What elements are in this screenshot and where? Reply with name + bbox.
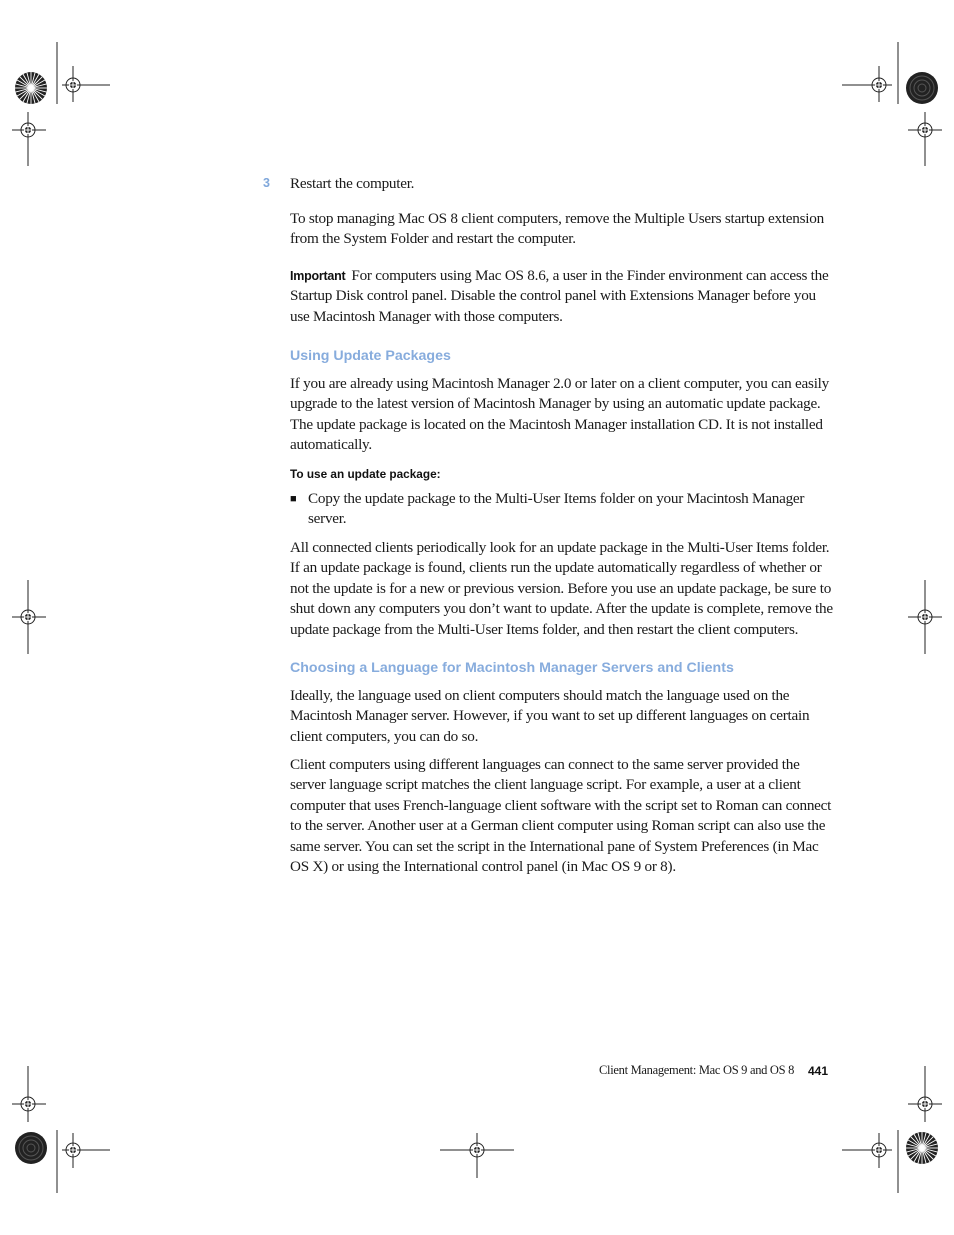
- footer-chapter-title: Client Management: Mac OS 9 and OS 8: [599, 1063, 795, 1077]
- step-number: 3: [263, 176, 270, 190]
- important-text: For computers using Mac OS 8.6, a user in the Finder environment can access the Startup Disk control panel. Disable the control panel with Extensions Manager before you use Macintosh Manager with those computers.: [290, 267, 829, 325]
- step-text: Restart the computer.: [290, 175, 415, 192]
- bullet-square-icon: ■: [290, 493, 297, 505]
- stop-managing-paragraph: To stop managing Mac OS 8 client computers, remove the Multiple Users startup extension from the System Folder and restart the computer.: [290, 210, 824, 248]
- section-heading-language: Choosing a Language for Macintosh Manager Servers and Clients: [290, 660, 734, 676]
- language-paragraph-1: Ideally, the language used on client computers should match the language used on the Macintosh Manager server. However, if you want to set up different languages on certain client computers, you can do so.: [290, 687, 810, 745]
- important-label: Important: [290, 269, 346, 283]
- language-paragraph-2: Client computers using different languages can connect to the same server provided the server language script matches the client language script. For example, a user at a client computer that uses French-language client software with the script set to Roman can connect to the server. Another user at a German client computer using Roman script can also use the same server. You can set the script in the International pane of System Preferences (in Mac OS X) or using the International control panel (in Mac OS 9 or 8).: [290, 756, 832, 876]
- bullet-item: Copy the update package to the Multi-User Items folder on your Macintosh Manager server.: [308, 490, 805, 528]
- update-followup-paragraph: All connected clients periodically look for an update package in the Multi-User Items folder. If an update package is found, clients run the update automatically regardless of whether or not the update is for a new or previous version. Before you use an update package, be sure to shut down any computers you don’t want to update. After the update is complete, remove the update package from the Multi-User Items folder, and then restart the client computers.: [290, 539, 833, 638]
- procedure-heading: To use an update package:: [290, 467, 441, 481]
- important-note: [290, 266, 835, 327]
- update-intro-paragraph: If you are already using Macintosh Manager 2.0 or later on a client computer, you can easily upgrade to the latest version of Macintosh Manager by using an automatic update package. The update package is located on the Macintosh Manager installation CD. It is not installed automatically.: [290, 375, 829, 454]
- section-heading-update-packages: Using Update Packages: [290, 348, 451, 364]
- page-number: 441: [808, 1064, 829, 1078]
